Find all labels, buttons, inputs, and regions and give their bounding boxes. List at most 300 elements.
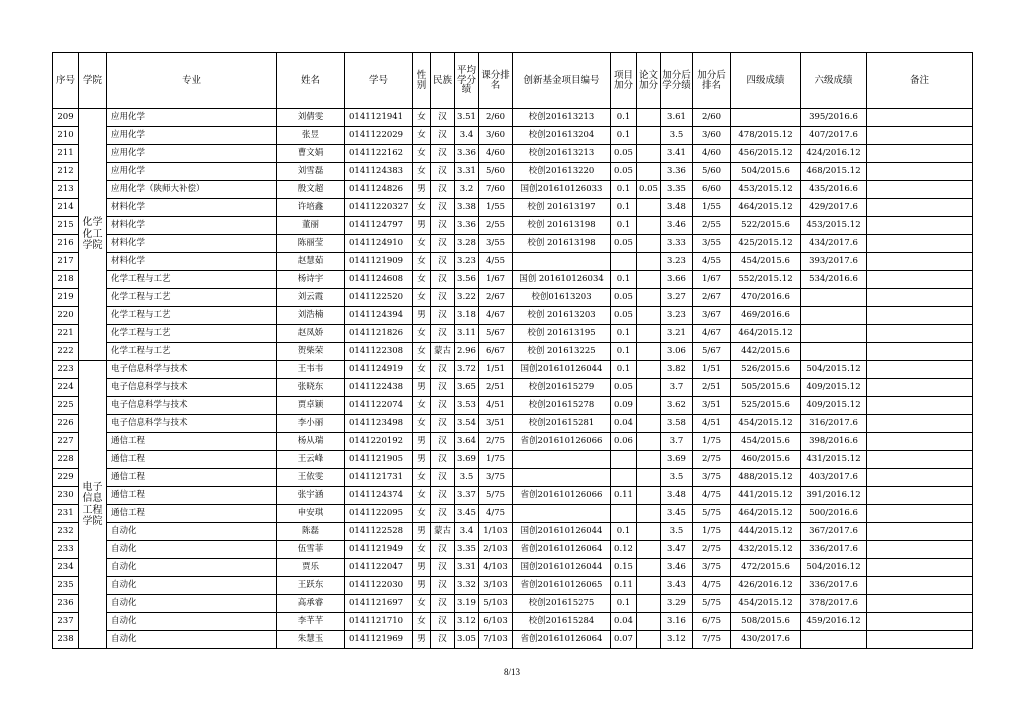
table-row — [53, 523, 973, 541]
cell-average-gpa: 3.4 — [455, 127, 479, 145]
cell-remarks — [867, 469, 973, 487]
cell-gpa-rank: 1/103 — [479, 523, 513, 541]
cell-name: 张昱 — [277, 127, 345, 145]
header-ethnicity: 民族 — [431, 53, 455, 109]
cell-gpa-rank: 2/60 — [479, 109, 513, 127]
cell-cet4-score: 456/2015.12 — [731, 145, 801, 163]
cell-gender: 女 — [413, 595, 431, 613]
cell-cet4-score: 430/2017.6 — [731, 631, 801, 649]
header-major: 专业 — [107, 53, 277, 109]
cell-cet6-score: 435/2016.6 — [801, 181, 867, 199]
cell-gender: 女 — [413, 289, 431, 307]
table-row — [53, 451, 973, 469]
cell-adjusted-gpa: 3.48 — [661, 487, 693, 505]
cell-name: 伍雪菲 — [277, 541, 345, 559]
cell-remarks — [867, 289, 973, 307]
cell-adjusted-gpa: 3.23 — [661, 253, 693, 271]
cell-project-id: 校创201613204 — [513, 127, 611, 145]
table-row — [53, 433, 973, 451]
table-header-row — [53, 53, 973, 109]
cell-ethnicity: 蒙古 — [431, 523, 455, 541]
cell-gender: 女 — [413, 145, 431, 163]
cell-average-gpa: 3.4 — [455, 523, 479, 541]
cell-gender: 男 — [413, 307, 431, 325]
cell-name: 董丽 — [277, 217, 345, 235]
cell-project-id: 校创 201613197 — [513, 199, 611, 217]
cell-index: 234 — [53, 559, 79, 577]
table-row — [53, 361, 973, 379]
cell-average-gpa: 3.36 — [455, 217, 479, 235]
cell-gpa-rank: 2/103 — [479, 541, 513, 559]
table-row — [53, 559, 973, 577]
cell-average-gpa: 3.36 — [455, 145, 479, 163]
cell-remarks — [867, 163, 973, 181]
cell-adjusted-rank: 4/51 — [693, 415, 731, 433]
cell-gender: 女 — [413, 343, 431, 361]
cell-gender: 女 — [413, 613, 431, 631]
cell-student-id: 0141122047 — [345, 559, 413, 577]
table-row — [53, 397, 973, 415]
cell-project-bonus: 0.1 — [611, 271, 637, 289]
table-row — [53, 613, 973, 631]
cell-cet6-score — [801, 325, 867, 343]
cell-student-id: 0141124394 — [345, 307, 413, 325]
cell-project-id: 省创201610126064 — [513, 541, 611, 559]
cell-cet6-score — [801, 343, 867, 361]
cell-project-id: 校创201615284 — [513, 613, 611, 631]
cell-remarks — [867, 451, 973, 469]
cell-ethnicity: 汉 — [431, 109, 455, 127]
cell-cet6-score: 403/2017.6 — [801, 469, 867, 487]
cell-gender: 女 — [413, 487, 431, 505]
cell-gpa-rank: 3/55 — [479, 235, 513, 253]
cell-student-id: 0141121731 — [345, 469, 413, 487]
cell-student-id: 0141121710 — [345, 613, 413, 631]
cell-paper-bonus — [637, 415, 661, 433]
cell-index: 218 — [53, 271, 79, 289]
cell-gender: 男 — [413, 451, 431, 469]
cell-adjusted-rank: 7/75 — [693, 631, 731, 649]
cell-remarks — [867, 559, 973, 577]
table-row — [53, 325, 973, 343]
cell-remarks — [867, 181, 973, 199]
cell-paper-bonus — [637, 451, 661, 469]
cell-paper-bonus — [637, 613, 661, 631]
cell-ethnicity: 汉 — [431, 541, 455, 559]
cell-major: 电子信息科学与技术 — [107, 361, 277, 379]
cell-average-gpa: 3.38 — [455, 199, 479, 217]
cell-project-bonus: 0.1 — [611, 523, 637, 541]
table-row — [53, 145, 973, 163]
cell-remarks — [867, 523, 973, 541]
cell-index: 210 — [53, 127, 79, 145]
cell-student-id: 0141122074 — [345, 397, 413, 415]
table-row — [53, 235, 973, 253]
cell-average-gpa: 3.32 — [455, 577, 479, 595]
cell-average-gpa: 3.56 — [455, 271, 479, 289]
table-row — [53, 487, 973, 505]
cell-adjusted-rank: 3/75 — [693, 469, 731, 487]
cell-major: 通信工程 — [107, 487, 277, 505]
cell-project-bonus — [611, 469, 637, 487]
cell-gender: 女 — [413, 271, 431, 289]
table-row — [53, 379, 973, 397]
cell-cet4-score: 508/2015.6 — [731, 613, 801, 631]
cell-index: 209 — [53, 109, 79, 127]
cell-student-id: 0141124797 — [345, 217, 413, 235]
cell-project-bonus: 0.1 — [611, 325, 637, 343]
cell-project-bonus: 0.04 — [611, 613, 637, 631]
cell-cet6-score — [801, 631, 867, 649]
cell-project-id: 校创01613203 — [513, 289, 611, 307]
cell-project-id — [513, 469, 611, 487]
cell-gender: 女 — [413, 541, 431, 559]
cell-project-bonus: 0.1 — [611, 343, 637, 361]
table-row — [53, 127, 973, 145]
cell-cet4-score: 426/2016.12 — [731, 577, 801, 595]
cell-college: 化学化工学院 — [79, 109, 107, 361]
cell-major: 电子信息科学与技术 — [107, 379, 277, 397]
cell-project-bonus: 0.05 — [611, 145, 637, 163]
cell-cet6-score: 316/2017.6 — [801, 415, 867, 433]
cell-cet4-score: 522/2015.6 — [731, 217, 801, 235]
cell-project-bonus: 0.05 — [611, 307, 637, 325]
cell-gpa-rank: 2/51 — [479, 379, 513, 397]
cell-cet6-score: 434/2017.6 — [801, 235, 867, 253]
cell-adjusted-gpa: 3.12 — [661, 631, 693, 649]
cell-average-gpa: 3.37 — [455, 487, 479, 505]
cell-gender: 男 — [413, 217, 431, 235]
cell-index: 230 — [53, 487, 79, 505]
cell-cet4-score: 442/2015.6 — [731, 343, 801, 361]
cell-project-id — [513, 505, 611, 523]
cell-gpa-rank: 5/60 — [479, 163, 513, 181]
cell-index: 225 — [53, 397, 79, 415]
cell-major: 应用化学 — [107, 127, 277, 145]
cell-gpa-rank: 4/55 — [479, 253, 513, 271]
cell-index: 211 — [53, 145, 79, 163]
cell-remarks — [867, 379, 973, 397]
cell-index: 222 — [53, 343, 79, 361]
cell-project-bonus: 0.12 — [611, 541, 637, 559]
cell-paper-bonus — [637, 487, 661, 505]
cell-cet4-score: 472/2015.6 — [731, 559, 801, 577]
cell-index: 236 — [53, 595, 79, 613]
cell-paper-bonus — [637, 109, 661, 127]
cell-project-bonus — [611, 505, 637, 523]
cell-name: 王韦韦 — [277, 361, 345, 379]
table-row — [53, 415, 973, 433]
cell-paper-bonus — [637, 541, 661, 559]
cell-project-id: 校创201615275 — [513, 595, 611, 613]
cell-paper-bonus — [637, 577, 661, 595]
cell-ethnicity: 汉 — [431, 505, 455, 523]
cell-gpa-rank: 6/67 — [479, 343, 513, 361]
cell-major: 材料化学 — [107, 199, 277, 217]
table-row — [53, 505, 973, 523]
cell-average-gpa: 3.22 — [455, 289, 479, 307]
table-row — [53, 469, 973, 487]
cell-student-id: 0141121826 — [345, 325, 413, 343]
cell-cet4-score: 552/2015.12 — [731, 271, 801, 289]
cell-student-id: 0141122030 — [345, 577, 413, 595]
cell-student-id: 0141122162 — [345, 145, 413, 163]
table-row — [53, 109, 973, 127]
cell-project-id: 校创201615279 — [513, 379, 611, 397]
cell-paper-bonus — [637, 235, 661, 253]
header-index: 序号 — [53, 53, 79, 109]
cell-name: 张晓东 — [277, 379, 345, 397]
cell-gender: 男 — [413, 181, 431, 199]
cell-project-id: 国创 201610126034 — [513, 271, 611, 289]
cell-adjusted-rank: 3/51 — [693, 397, 731, 415]
cell-cet6-score: 534/2016.6 — [801, 271, 867, 289]
cell-cet6-score: 336/2017.6 — [801, 541, 867, 559]
cell-adjusted-rank: 4/75 — [693, 577, 731, 595]
cell-student-id: 0141122029 — [345, 127, 413, 145]
cell-project-id: 校创 201613198 — [513, 235, 611, 253]
cell-name: 许培鑫 — [277, 199, 345, 217]
cell-cet6-score: 504/2016.12 — [801, 559, 867, 577]
cell-major: 化学工程与工艺 — [107, 325, 277, 343]
cell-project-id: 校创 201613198 — [513, 217, 611, 235]
cell-adjusted-gpa: 3.58 — [661, 415, 693, 433]
cell-gender: 男 — [413, 433, 431, 451]
cell-adjusted-gpa: 3.41 — [661, 145, 693, 163]
table-row — [53, 343, 973, 361]
cell-adjusted-rank: 2/75 — [693, 451, 731, 469]
cell-adjusted-gpa: 3.43 — [661, 577, 693, 595]
cell-gpa-rank: 4/75 — [479, 505, 513, 523]
cell-average-gpa: 3.2 — [455, 181, 479, 199]
cell-ethnicity: 汉 — [431, 163, 455, 181]
cell-adjusted-rank: 2/51 — [693, 379, 731, 397]
cell-average-gpa: 2.96 — [455, 343, 479, 361]
cell-project-bonus: 0.1 — [611, 217, 637, 235]
cell-gender: 男 — [413, 559, 431, 577]
header-gpa-rank: 课分排名 — [479, 53, 513, 109]
cell-average-gpa: 3.31 — [455, 163, 479, 181]
cell-student-id: 0141124383 — [345, 163, 413, 181]
cell-adjusted-rank: 1/55 — [693, 199, 731, 217]
cell-cet4-score: 454/2015.6 — [731, 433, 801, 451]
cell-average-gpa: 3.53 — [455, 397, 479, 415]
cell-adjusted-rank: 1/75 — [693, 433, 731, 451]
cell-cet6-score: 398/2016.6 — [801, 433, 867, 451]
header-gender: 性别 — [413, 53, 431, 109]
cell-ethnicity: 汉 — [431, 613, 455, 631]
cell-adjusted-rank: 1/67 — [693, 271, 731, 289]
cell-adjusted-rank: 2/75 — [693, 541, 731, 559]
cell-project-id: 国创201610126044 — [513, 361, 611, 379]
cell-student-id: 0141124919 — [345, 361, 413, 379]
cell-adjusted-gpa: 3.69 — [661, 451, 693, 469]
cell-index: 216 — [53, 235, 79, 253]
cell-name: 杨从瑞 — [277, 433, 345, 451]
cell-paper-bonus — [637, 559, 661, 577]
cell-college: 电子信息工程学院 — [79, 361, 107, 649]
cell-cet4-score: 454/2015.12 — [731, 595, 801, 613]
header-name: 姓名 — [277, 53, 345, 109]
cell-student-id: 0141121697 — [345, 595, 413, 613]
cell-project-bonus: 0.11 — [611, 487, 637, 505]
cell-name: 高承睿 — [277, 595, 345, 613]
cell-index: 237 — [53, 613, 79, 631]
cell-paper-bonus — [637, 343, 661, 361]
cell-adjusted-rank: 6/60 — [693, 181, 731, 199]
cell-index: 215 — [53, 217, 79, 235]
cell-cet4-score: 454/2015.12 — [731, 415, 801, 433]
cell-name: 申安琪 — [277, 505, 345, 523]
cell-remarks — [867, 613, 973, 631]
cell-name: 陈丽莹 — [277, 235, 345, 253]
cell-name: 朱慧玉 — [277, 631, 345, 649]
cell-paper-bonus — [637, 271, 661, 289]
cell-cet6-score: 453/2015.12 — [801, 217, 867, 235]
cell-cet4-score: 526/2015.6 — [731, 361, 801, 379]
cell-student-id: 0141121949 — [345, 541, 413, 559]
cell-index: 213 — [53, 181, 79, 199]
cell-adjusted-gpa: 3.36 — [661, 163, 693, 181]
cell-cet6-score: 336/2017.6 — [801, 577, 867, 595]
cell-adjusted-rank: 6/75 — [693, 613, 731, 631]
cell-paper-bonus — [637, 199, 661, 217]
cell-cet4-score: 469/2016.6 — [731, 307, 801, 325]
cell-paper-bonus — [637, 325, 661, 343]
cell-adjusted-rank: 2/60 — [693, 109, 731, 127]
cell-adjusted-gpa: 3.82 — [661, 361, 693, 379]
cell-name: 赵慧茹 — [277, 253, 345, 271]
cell-student-id: 0141123498 — [345, 415, 413, 433]
cell-paper-bonus — [637, 595, 661, 613]
cell-remarks — [867, 577, 973, 595]
cell-gender: 女 — [413, 361, 431, 379]
cell-major: 应用化学 — [107, 163, 277, 181]
cell-cet4-score: 441/2015.12 — [731, 487, 801, 505]
cell-project-bonus: 0.1 — [611, 361, 637, 379]
cell-adjusted-rank: 2/55 — [693, 217, 731, 235]
cell-gpa-rank: 1/51 — [479, 361, 513, 379]
table-row — [53, 289, 973, 307]
cell-average-gpa: 3.72 — [455, 361, 479, 379]
header-college: 学院 — [79, 53, 107, 109]
cell-cet6-score: 407/2017.6 — [801, 127, 867, 145]
cell-project-id: 校创 201613195 — [513, 325, 611, 343]
cell-cet4-score: 504/2015.6 — [731, 163, 801, 181]
table-row — [53, 163, 973, 181]
cell-project-id: 校创 201613203 — [513, 307, 611, 325]
cell-cet6-score — [801, 289, 867, 307]
cell-project-id: 省创201610126066 — [513, 433, 611, 451]
cell-remarks — [867, 415, 973, 433]
cell-average-gpa: 3.31 — [455, 559, 479, 577]
cell-major: 自动化 — [107, 631, 277, 649]
cell-project-bonus: 0.1 — [611, 127, 637, 145]
cell-major: 化学工程与工艺 — [107, 343, 277, 361]
table-row — [53, 307, 973, 325]
cell-ethnicity: 汉 — [431, 217, 455, 235]
cell-gpa-rank: 5/103 — [479, 595, 513, 613]
cell-average-gpa: 3.05 — [455, 631, 479, 649]
cell-major: 应用化学 — [107, 109, 277, 127]
cell-major: 通信工程 — [107, 451, 277, 469]
cell-cet6-score: 468/2015.12 — [801, 163, 867, 181]
cell-paper-bonus — [637, 397, 661, 415]
cell-ethnicity: 汉 — [431, 487, 455, 505]
cell-student-id: 0141122528 — [345, 523, 413, 541]
cell-adjusted-gpa: 3.48 — [661, 199, 693, 217]
cell-major: 应用化学 — [107, 145, 277, 163]
cell-remarks — [867, 127, 973, 145]
cell-project-bonus: 0.07 — [611, 631, 637, 649]
cell-adjusted-rank: 2/67 — [693, 289, 731, 307]
cell-remarks — [867, 217, 973, 235]
cell-paper-bonus — [637, 469, 661, 487]
cell-index: 214 — [53, 199, 79, 217]
cell-name: 赵凤娇 — [277, 325, 345, 343]
cell-project-bonus: 0.1 — [611, 595, 637, 613]
cell-student-id: 0141124910 — [345, 235, 413, 253]
cell-paper-bonus — [637, 631, 661, 649]
cell-student-id: 0141122438 — [345, 379, 413, 397]
cell-project-bonus — [611, 253, 637, 271]
cell-gender: 女 — [413, 163, 431, 181]
cell-gpa-rank: 2/55 — [479, 217, 513, 235]
cell-paper-bonus — [637, 217, 661, 235]
cell-cet4-score: 505/2015.6 — [731, 379, 801, 397]
cell-paper-bonus — [637, 289, 661, 307]
header-project-bonus: 项目加分 — [611, 53, 637, 109]
cell-average-gpa: 3.23 — [455, 253, 479, 271]
cell-gender: 男 — [413, 523, 431, 541]
cell-average-gpa: 3.54 — [455, 415, 479, 433]
cell-gpa-rank: 1/75 — [479, 451, 513, 469]
cell-ethnicity: 汉 — [431, 577, 455, 595]
cell-adjusted-gpa: 3.29 — [661, 595, 693, 613]
cell-adjusted-rank: 4/60 — [693, 145, 731, 163]
cell-name: 陈磊 — [277, 523, 345, 541]
cell-index: 233 — [53, 541, 79, 559]
cell-adjusted-gpa: 3.27 — [661, 289, 693, 307]
cell-adjusted-rank: 3/55 — [693, 235, 731, 253]
cell-index: 221 — [53, 325, 79, 343]
cell-average-gpa: 3.19 — [455, 595, 479, 613]
cell-ethnicity: 汉 — [431, 181, 455, 199]
cell-gender: 女 — [413, 469, 431, 487]
cell-adjusted-gpa: 3.5 — [661, 127, 693, 145]
cell-major: 自动化 — [107, 559, 277, 577]
cell-project-id: 国创201610126044 — [513, 523, 611, 541]
cell-major: 化学工程与工艺 — [107, 289, 277, 307]
cell-project-id: 校创201613220 — [513, 163, 611, 181]
cell-gpa-rank: 5/75 — [479, 487, 513, 505]
cell-ethnicity: 汉 — [431, 235, 455, 253]
cell-gpa-rank: 2/67 — [479, 289, 513, 307]
cell-name: 王依雯 — [277, 469, 345, 487]
table-row — [53, 631, 973, 649]
cell-paper-bonus — [637, 523, 661, 541]
cell-gender: 女 — [413, 415, 431, 433]
cell-major: 通信工程 — [107, 433, 277, 451]
cell-average-gpa: 3.28 — [455, 235, 479, 253]
cell-adjusted-rank: 5/67 — [693, 343, 731, 361]
cell-gpa-rank: 6/103 — [479, 613, 513, 631]
cell-adjusted-rank: 3/60 — [693, 127, 731, 145]
cell-major: 应用化学（陕师大补偿） — [107, 181, 277, 199]
cell-adjusted-gpa: 3.5 — [661, 469, 693, 487]
header-project-id: 创新基金项目编号 — [513, 53, 611, 109]
cell-paper-bonus: 0.05 — [637, 181, 661, 199]
